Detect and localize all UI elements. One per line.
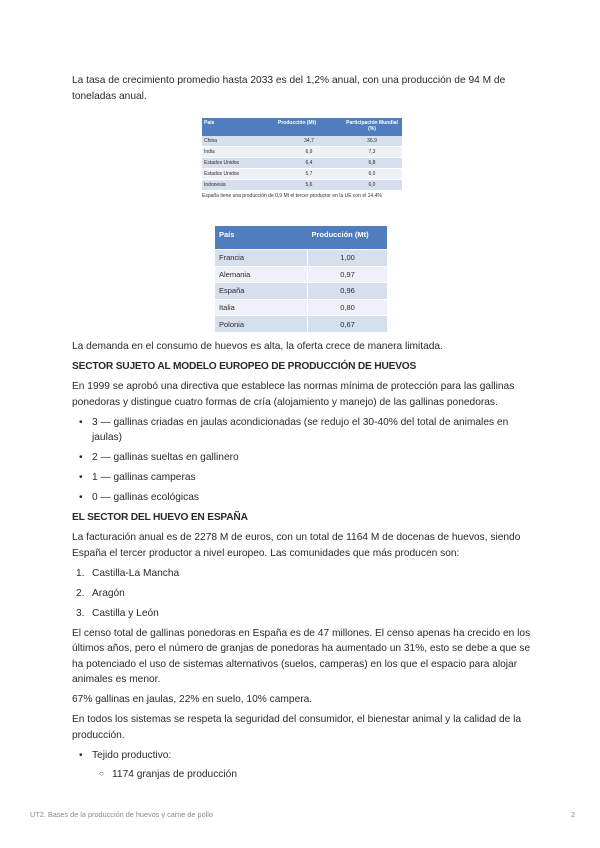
table-row bbox=[202, 136, 402, 147]
productive-fabric-list bbox=[72, 748, 532, 783]
list-item-text: Castilla-La Mancha bbox=[92, 567, 180, 579]
list-item bbox=[76, 606, 532, 622]
table-cell: Polonia bbox=[215, 316, 308, 332]
table-cell: Estados Unidos bbox=[202, 169, 276, 180]
table-header-cell: País bbox=[215, 226, 308, 250]
table-cell: China bbox=[202, 136, 276, 147]
table-row bbox=[215, 316, 387, 332]
list-number: 3. bbox=[76, 607, 85, 619]
table-header-cell: País bbox=[202, 118, 276, 136]
page-footer bbox=[30, 810, 575, 819]
world-production-table bbox=[202, 118, 402, 191]
table-row bbox=[202, 158, 402, 169]
table-cell: 6,4 bbox=[276, 158, 342, 169]
table-cell: 6,9 bbox=[276, 147, 342, 158]
communities-list bbox=[72, 566, 532, 622]
table-row bbox=[215, 283, 387, 300]
table-row bbox=[202, 180, 402, 191]
section-heading-eu: SECTOR SUJETO AL MODELO EUROPEO DE PRODUCCIÓN DE HUEVOS bbox=[72, 361, 417, 372]
eu-production-table bbox=[215, 226, 387, 332]
list-number: 2. bbox=[76, 587, 85, 599]
sub-list-item: ○ 1174 granjas de producción bbox=[112, 767, 532, 783]
intro-paragraph: La tasa de crecimiento promedio hasta 2033 es del 1,2% anual, con una producción de 94 M de toneladas anual. bbox=[72, 75, 506, 102]
table-cell: 1,00 bbox=[308, 250, 388, 267]
table-cell: 34,7 bbox=[276, 136, 342, 147]
list-item-text: Aragón bbox=[92, 587, 125, 599]
table-cell: 0,97 bbox=[308, 266, 388, 283]
list-item bbox=[76, 566, 532, 582]
section-heading-spain: EL SECTOR DEL HUEVO EN ESPAÑA bbox=[72, 512, 248, 523]
billing-paragraph: La facturación anual es de 2278 M de euros, con un total de 1164 M de docenas de huevos, siendo España el tercer productor a nivel europeo. Las comunidades que más producen son: bbox=[72, 532, 521, 559]
table-header-cell: Participación Mundial (%) bbox=[342, 118, 402, 136]
table-header-row bbox=[202, 118, 402, 136]
sub-list bbox=[92, 767, 532, 783]
table-caption: España tiene una producción de 0,9 Mt el tercer productor en la UE con el 14,4% bbox=[202, 193, 382, 199]
directive-paragraph: En 1999 se aprobó una directiva que establece las normas mínima de protección para las gallinas ponedoras y distingue cuatro formas de cría (alojamiento y manejo) de las gallinas ponedoras. bbox=[72, 381, 515, 408]
table-cell: 0,96 bbox=[308, 283, 388, 300]
table-cell: 0,80 bbox=[308, 299, 388, 316]
list-item-text: Tejido productivo: bbox=[92, 749, 172, 761]
table-cell: 0,67 bbox=[308, 316, 388, 332]
table-cell: 6,0 bbox=[342, 180, 402, 191]
table-cell: 6,8 bbox=[342, 158, 402, 169]
table-cell: Italia bbox=[215, 299, 308, 316]
breeding-forms-list bbox=[72, 415, 532, 506]
list-item: • 3 — gallinas criadas en jaulas acondicionadas (se redujo el 30-40% del total de animales en jaulas) bbox=[92, 415, 532, 446]
table-row bbox=[215, 266, 387, 283]
world-production-table-block bbox=[202, 118, 402, 200]
census-paragraph: El censo total de gallinas ponedoras en España es de 47 millones. El censo apenas ha crecido en los últimos años, pero el número de granjas de ponedoras ha aumentado un 31%, esto se debe a que se ha potenciado el uso de sistemas alternativos (suelos, camperas) en los que el espacio para alojar animales es menor. bbox=[72, 627, 531, 685]
demand-paragraph: La demanda en el consumo de huevos es alta, la oferta crece de manera limitada. bbox=[72, 341, 443, 352]
list-number: 1. bbox=[76, 567, 85, 579]
table-cell: Alemania bbox=[215, 266, 308, 283]
table-cell: 5,6 bbox=[276, 180, 342, 191]
table-cell: India bbox=[202, 147, 276, 158]
footer-title: UT2. Bases de la producción de huevos y carne de pollo bbox=[30, 810, 213, 819]
table-header-row bbox=[215, 226, 387, 250]
list-item: • 0 — gallinas ecológicas bbox=[92, 490, 532, 506]
table-header-cell: Producción (Mt) bbox=[308, 226, 388, 250]
table-cell: 5,7 bbox=[276, 169, 342, 180]
list-item bbox=[92, 748, 532, 783]
page-number: 2 bbox=[570, 810, 575, 819]
table-cell: Francia bbox=[215, 250, 308, 267]
table-header-cell: Producción (Mt) bbox=[276, 118, 342, 136]
table-cell: Indonesia bbox=[202, 180, 276, 191]
list-item: • 2 — gallinas sueltas en gallinero bbox=[92, 450, 532, 466]
document-body bbox=[72, 339, 532, 787]
table-row bbox=[202, 147, 402, 158]
systems-paragraph: En todos los sistemas se respeta la seguridad del consumidor, el bienestar animal y la calidad de la producción. bbox=[72, 714, 522, 741]
table-row bbox=[215, 250, 387, 267]
table-cell: España bbox=[215, 283, 308, 300]
percentages-paragraph: 67% gallinas en jaulas, 22% en suelo, 10% campera. bbox=[72, 694, 313, 705]
table-cell: 36,9 bbox=[342, 136, 402, 147]
table-cell: 6,0 bbox=[342, 169, 402, 180]
list-item bbox=[76, 586, 532, 602]
table-cell: Estados Unidos bbox=[202, 158, 276, 169]
table-cell: 7,3 bbox=[342, 147, 402, 158]
table-row bbox=[215, 299, 387, 316]
table-row bbox=[202, 169, 402, 180]
list-item-text: Castilla y León bbox=[92, 607, 159, 619]
list-item: • 1 — gallinas camperas bbox=[92, 470, 532, 486]
